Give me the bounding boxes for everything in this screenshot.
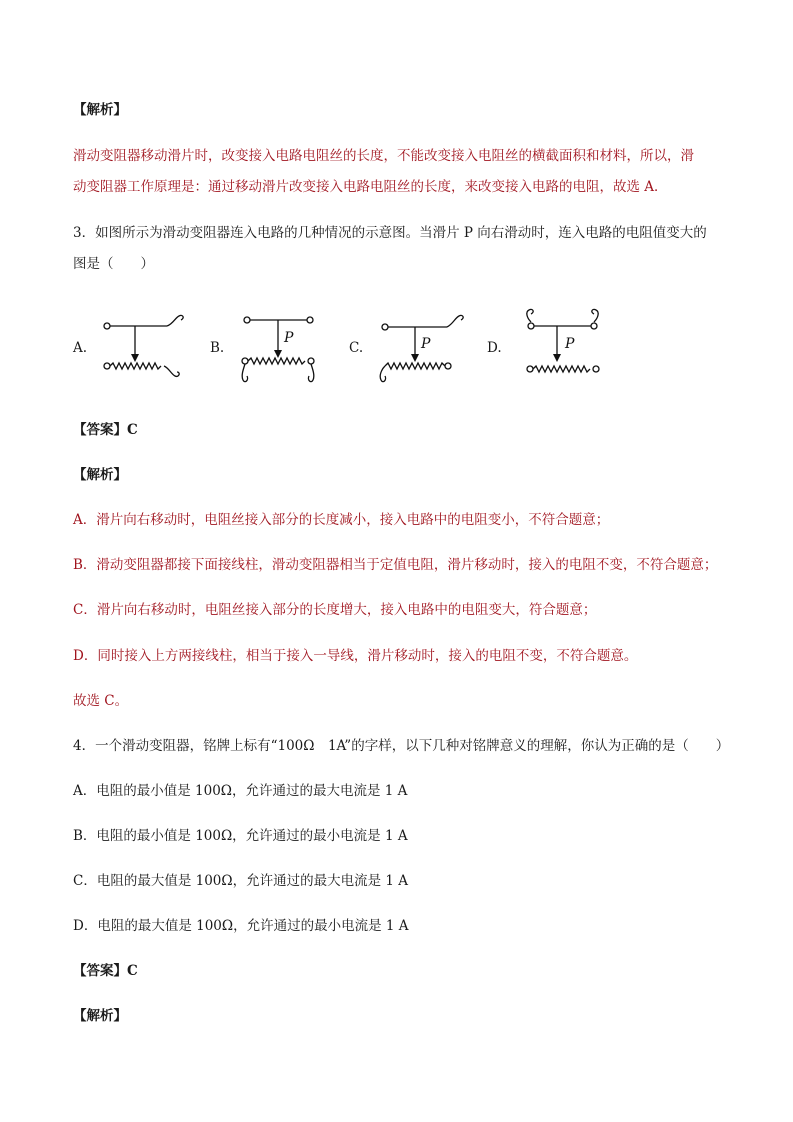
analysis-text-line-2: 动变阻器工作原理是：通过移动滑片改变接入电路电阻丝的长度，来改变接入电路的电阻，故选 A． [73, 179, 668, 195]
slider-p-label-d: P [565, 336, 575, 352]
rheostat-diagram-a [99, 306, 189, 386]
rheostat-diagram-c [371, 306, 471, 386]
question3-answer: 【答案】C [73, 422, 138, 438]
option-a-label: A. [73, 340, 88, 356]
slider-p-label-b: P [284, 330, 294, 346]
analysis-text-line-1: 滑动变阻器移动滑片时，改变接入电路电阻丝的长度，不能改变接入电阻丝的横截面积和材料，所以，滑 [73, 148, 694, 164]
question3-conclusion: 故选 C。 [73, 693, 129, 709]
question3-analysis-line-d: D．同时接入上方两接线柱，相当于接入一导线，滑片移动时，接入的电阻不变，不符合题意。 [73, 648, 638, 664]
question3-analysis-line-b: B．滑动变阻器都接下面接线柱，滑动变阻器相当于定值电阻，滑片移动时，接入的电阻不变，不符合题意； [73, 557, 718, 573]
question4-option-d: D．电阻的最大值是 100Ω，允许通过的最小电流是 1 A [73, 918, 409, 934]
question4-analysis-heading: 【解析】 [73, 1008, 127, 1024]
question4-answer: 【答案】C [73, 963, 138, 979]
option-b-label: B. [210, 340, 225, 356]
question3-figures [73, 306, 733, 386]
question3-analysis-line-c: C．滑片向右移动时，电阻丝接入部分的长度增大，接入电路中的电阻变大，符合题意； [73, 602, 597, 618]
option-c-label: C. [349, 340, 364, 356]
question4-option-a: A．电阻的最小值是 100Ω，允许通过的最大电流是 1 A [73, 783, 408, 799]
question4-stem: 4．一个滑动变阻器，铭牌上标有“100Ω 1A”的字样，以下几种对铭牌意义的理解，你认为正确的是（ ） [73, 738, 730, 754]
question3-analysis-heading: 【解析】 [73, 467, 127, 483]
question4-option-c: C．电阻的最大值是 100Ω，允许通过的最大电流是 1 A [73, 873, 409, 889]
analysis-heading-1: 【解析】 [73, 102, 127, 118]
rheostat-diagram-b [233, 306, 328, 386]
question3-stem-line-1: 3．如图所示为滑动变阻器连入电路的几种情况的示意图。当滑片 P 向右滑动时，连入电路的电阻值变大的 [73, 225, 707, 241]
slider-p-label-c: P [421, 336, 431, 352]
rheostat-diagram-d [517, 306, 607, 386]
question3-stem-line-2: 图是（ ） [73, 256, 154, 272]
question4-option-b: B．电阻的最小值是 100Ω，允许通过的最小电流是 1 A [73, 828, 408, 844]
option-d-label: D. [487, 340, 502, 356]
question3-analysis-line-a: A．滑片向右移动时，电阻丝接入部分的长度减小，接入电路中的电阻变小，不符合题意； [73, 512, 610, 528]
